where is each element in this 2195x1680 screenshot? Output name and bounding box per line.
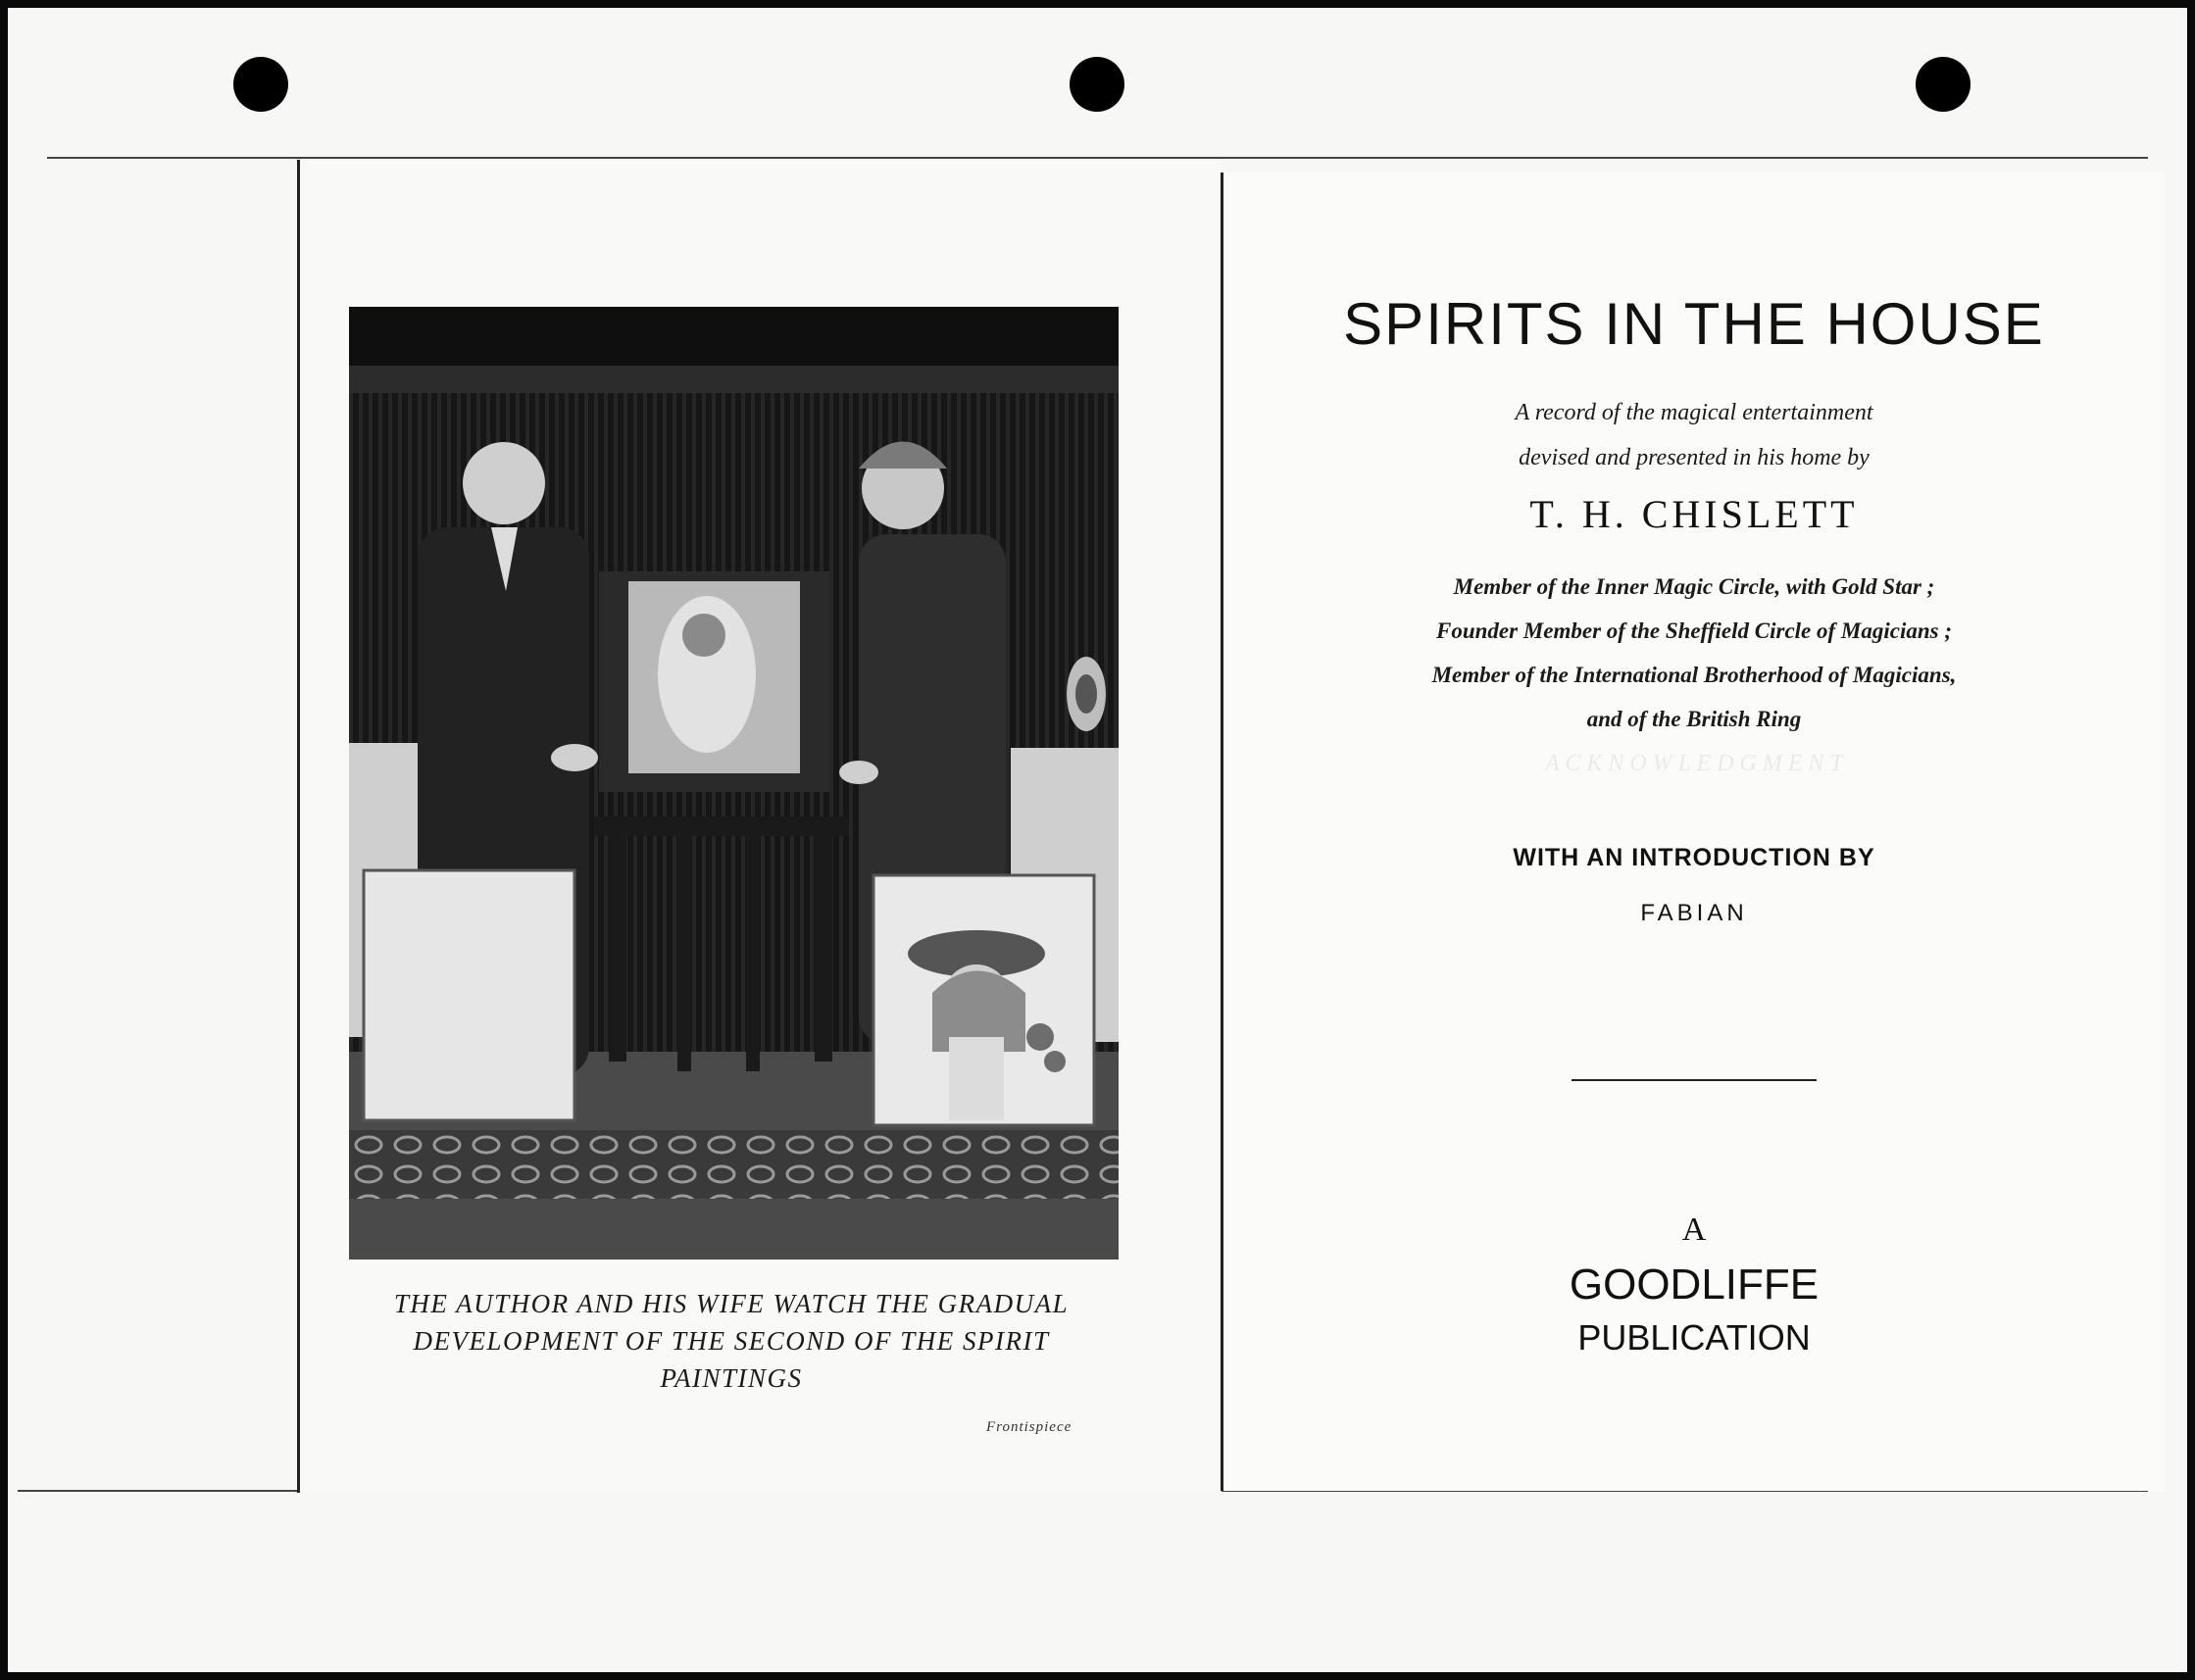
- author-memberships: [1223, 565, 2165, 741]
- caption-line-3: PAINTINGS: [660, 1363, 803, 1393]
- introduction-by: WITH AN INTRODUCTION BY: [1513, 844, 1875, 871]
- author-name: T. H. CHISLETT: [1529, 492, 1859, 536]
- membership-line-2: Founder Member of the Sheffield Circle of Magicians ;: [1435, 618, 1952, 643]
- title-page: [1221, 173, 2165, 1491]
- divider-rule: [1571, 1079, 1817, 1081]
- photo-illustration: [349, 307, 1119, 1260]
- publisher-article: A: [1681, 1211, 1707, 1248]
- frontispiece-photo: [349, 307, 1119, 1260]
- publisher-name: GOODLIFFE: [1569, 1260, 1820, 1309]
- show-through-text: A C K N O W L E D G M E N T: [1545, 751, 1843, 776]
- membership-line-4: and of the British Ring: [1586, 707, 1802, 731]
- punch-hole-right: [1916, 57, 1971, 112]
- frontispiece-caption: [339, 1285, 1123, 1397]
- book-subtitle: [1223, 390, 2165, 480]
- punch-hole-left: [233, 57, 288, 112]
- scanned-sheet: [8, 8, 2187, 1672]
- top-edge-line: [47, 157, 2148, 159]
- frontispiece-label: Frontispiece: [986, 1419, 1073, 1435]
- publisher-block: [1223, 1259, 2165, 1364]
- subtitle-line-1: A record of the magical entertainment: [1515, 400, 1873, 425]
- introduction-author: FABIAN: [1640, 900, 1748, 926]
- membership-line-1: Member of the Inner Magic Circle, with Gold Star ;: [1453, 574, 1935, 599]
- subtitle-line-2: devised and presented in his home by: [1519, 445, 1870, 470]
- membership-line-3: Member of the International Brotherhood of Magicians,: [1431, 663, 1957, 687]
- frontispiece-page: [297, 160, 1222, 1493]
- punch-hole-center: [1070, 57, 1124, 112]
- publisher-line-2: PUBLICATION: [1577, 1317, 1811, 1358]
- caption-line-2: DEVELOPMENT OF THE SECOND OF THE SPIRIT: [413, 1326, 1050, 1356]
- book-title: SPIRITS IN THE HOUSE: [1343, 291, 2045, 357]
- caption-line-1: THE AUTHOR AND HIS WIFE WATCH THE GRADUAL: [393, 1289, 1070, 1318]
